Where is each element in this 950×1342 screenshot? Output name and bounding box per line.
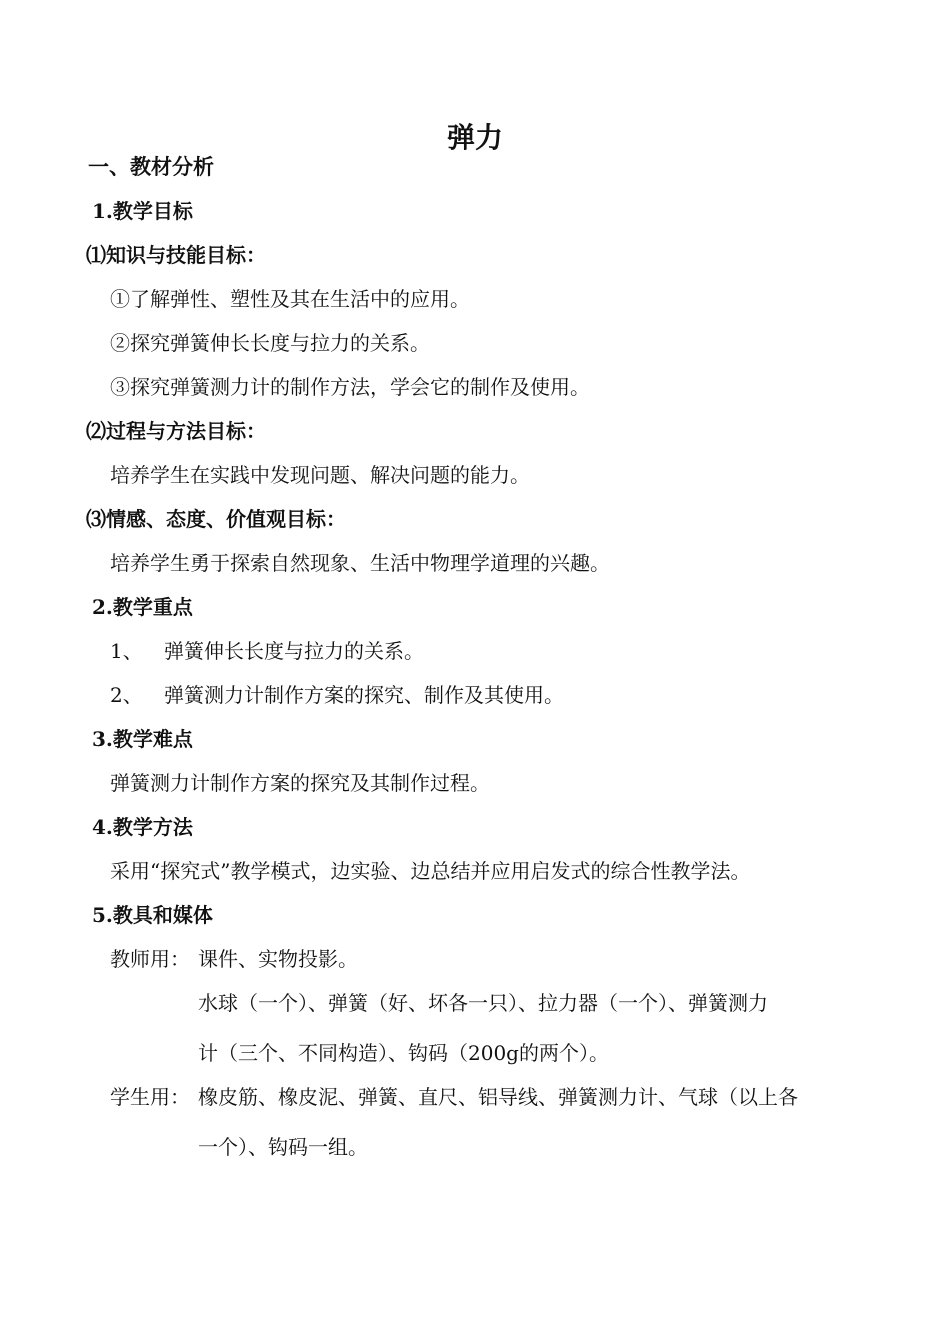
heading-process-method: ⑵过程与方法目标： xyxy=(86,419,266,443)
heading-knowledge-skills: ⑴知识与技能目标： xyxy=(86,243,266,267)
key-point-number: 1、 xyxy=(110,639,143,663)
teacher-label: 教师用： xyxy=(110,947,190,971)
knowledge-item-1: ①了解弹性、塑性及其在生活中的应用。 xyxy=(110,287,470,311)
heading-teaching-method: 4.教学方法 xyxy=(92,815,193,839)
section-heading-textbook-analysis: 一、教材分析 xyxy=(88,154,214,179)
knowledge-item-2: ②探究弹簧伸长长度与拉力的关系。 xyxy=(110,331,430,355)
heading-key-points: 2.教学重点 xyxy=(92,595,193,619)
page-title: 弹力 xyxy=(446,121,503,154)
key-point-item-2 xyxy=(110,682,564,708)
key-point-text: 弹簧伸长长度与拉力的关系。 xyxy=(164,639,424,663)
heading-teaching-objectives: 1.教学目标 xyxy=(92,199,193,223)
heading-emotion-values: ⑶情感、态度、价值观目标： xyxy=(86,507,346,531)
heading-difficulty: 3.教学难点 xyxy=(92,727,193,751)
key-point-item-1 xyxy=(110,638,424,664)
heading-teaching-tools: 5.教具和媒体 xyxy=(92,903,213,927)
knowledge-item-3: ③探究弹簧测力计的制作方法，学会它的制作及使用。 xyxy=(110,375,590,399)
key-point-number: 2、 xyxy=(110,683,143,707)
process-text: 培养学生在实践中发现问题、解决问题的能力。 xyxy=(110,463,530,487)
difficulty-text: 弹簧测力计制作方案的探究及其制作过程。 xyxy=(110,771,490,795)
student-line-1: 橡皮筋、橡皮泥、弹簧、直尺、铝导线、弹簧测力计、气球（以上各 xyxy=(198,1085,798,1109)
method-text: 采用“探究式”教学模式，边实验、边总结并应用启发式的综合性教学法。 xyxy=(110,859,751,883)
student-label: 学生用： xyxy=(110,1085,190,1109)
student-line-2: 一个）、钩码一组。 xyxy=(198,1135,368,1159)
teacher-line-2: 水球（一个）、弹簧（好、坏各一只）、拉力器（一个）、弹簧测力 xyxy=(198,991,768,1015)
teacher-line-3: 计（三个、不同构造）、钩码（200g的两个）。 xyxy=(198,1041,609,1065)
key-point-text: 弹簧测力计制作方案的探究、制作及其使用。 xyxy=(164,683,564,707)
teacher-line-1: 课件、实物投影。 xyxy=(198,947,358,971)
emotion-text: 培养学生勇于探索自然现象、生活中物理学道理的兴趣。 xyxy=(110,551,610,575)
